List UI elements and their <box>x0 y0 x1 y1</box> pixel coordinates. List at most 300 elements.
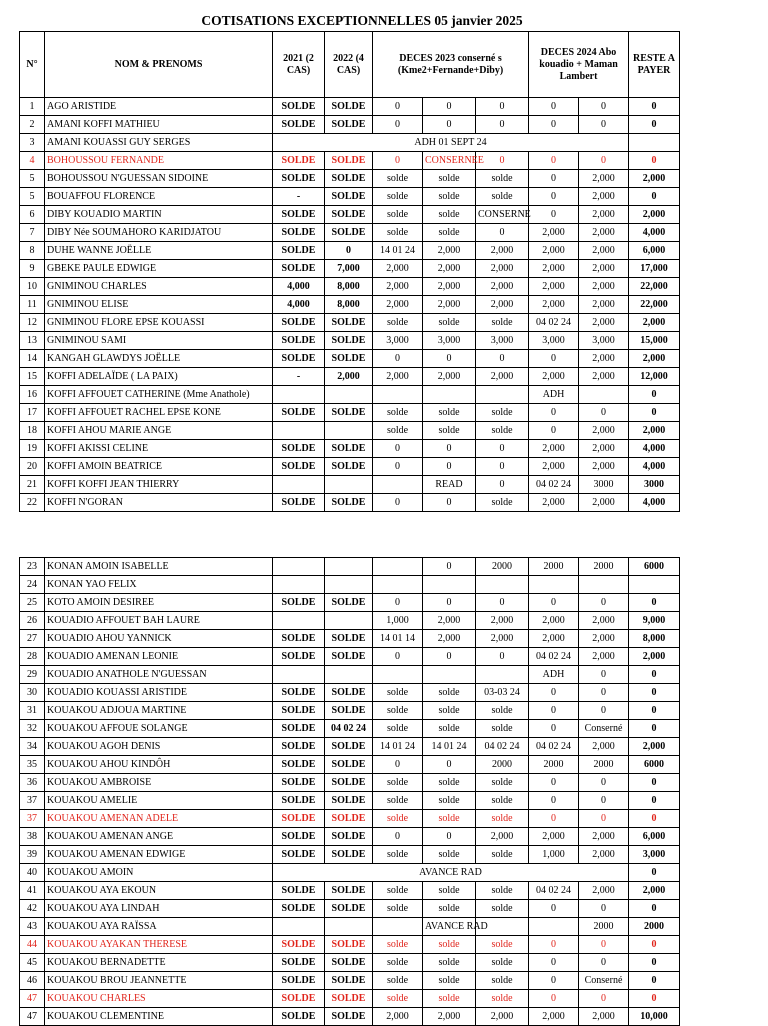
cell-col-6 <box>529 918 579 936</box>
cell-col-6: 04 02 24 <box>529 882 579 900</box>
table-row <box>20 972 680 990</box>
cell-col-6: 04 02 24 <box>529 738 579 756</box>
cell-col-7: 0 <box>579 98 629 116</box>
row-number: 32 <box>20 720 45 738</box>
reste-a-payer: 4,000 <box>629 494 680 512</box>
member-name: KOUADIO AMENAN LEONIE <box>45 648 273 666</box>
cell-col-3: 2,000 <box>373 368 423 386</box>
cell-col-2: SOLDE <box>325 792 373 810</box>
cell-col-5: solde <box>476 170 529 188</box>
cell-col-5: 2,000 <box>476 242 529 260</box>
reste-a-payer: 2,000 <box>629 882 680 900</box>
cell-col-7: 0 <box>579 116 629 134</box>
contributions-table-2 <box>19 557 680 1026</box>
cell-col-1: SOLDE <box>273 936 325 954</box>
cell-col-3 <box>373 476 423 494</box>
cell-col-4: 2,000 <box>423 1008 476 1026</box>
row-number: 7 <box>20 224 45 242</box>
cell-col-7: 2,000 <box>579 738 629 756</box>
cell-col-7: 2,000 <box>579 188 629 206</box>
cell-col-6: 0 <box>529 810 579 828</box>
cell-col-7: 2,000 <box>579 224 629 242</box>
cell-col-3: solde <box>373 882 423 900</box>
member-name: KOUAKOU AMELIE <box>45 792 273 810</box>
cell-col-4: solde <box>423 188 476 206</box>
cell-col-3: 2,000 <box>373 296 423 314</box>
cell-col-1 <box>273 422 325 440</box>
cell-col-7: 0 <box>579 936 629 954</box>
cell-col-3 <box>373 576 423 594</box>
table-row <box>20 206 680 224</box>
cell-col-1: SOLDE <box>273 630 325 648</box>
cell-col-1: SOLDE <box>273 792 325 810</box>
table-row <box>20 612 680 630</box>
cell-col-3: 0 <box>373 350 423 368</box>
header-number: N° <box>20 32 45 98</box>
cell-col-2 <box>325 666 373 684</box>
table-row <box>20 702 680 720</box>
cell-col-4: 2,000 <box>423 242 476 260</box>
reste-a-payer: 0 <box>629 98 680 116</box>
cell-col-4: 0 <box>423 116 476 134</box>
member-name: GNIMINOU ELISE <box>45 296 273 314</box>
table-1-body <box>20 98 680 512</box>
cell-col-7: 2,000 <box>579 260 629 278</box>
cell-col-6: 0 <box>529 404 579 422</box>
cell-col-2: SOLDE <box>325 828 373 846</box>
table-row <box>20 990 680 1008</box>
cell-col-4: 0 <box>423 494 476 512</box>
cell-col-1: - <box>273 368 325 386</box>
row-number: 19 <box>20 440 45 458</box>
cell-col-3: solde <box>373 792 423 810</box>
cell-col-6: 0 <box>529 206 579 224</box>
table-row <box>20 558 680 576</box>
reste-a-payer: 0 <box>629 792 680 810</box>
row-number: 27 <box>20 630 45 648</box>
cell-col-7: 3000 <box>579 476 629 494</box>
cell-col-3: 0 <box>373 648 423 666</box>
row-number: 4 <box>20 152 45 170</box>
cell-col-6: 2,000 <box>529 828 579 846</box>
member-name: GNIMINOU FLORE EPSE KOUASSI <box>45 314 273 332</box>
cell-col-1: SOLDE <box>273 440 325 458</box>
reste-a-payer: 0 <box>629 954 680 972</box>
row-number: 1 <box>20 98 45 116</box>
cell-col-3: 0 <box>373 756 423 774</box>
member-name: KOUAKOU AMENAN EDWIGE <box>45 846 273 864</box>
cell-col-3: 0 <box>373 494 423 512</box>
cell-col-2: SOLDE <box>325 702 373 720</box>
cell-col-1 <box>273 386 325 404</box>
cell-col-6: 0 <box>529 98 579 116</box>
reste-a-payer: 3000 <box>629 476 680 494</box>
table-row <box>20 170 680 188</box>
reste-a-payer: 3,000 <box>629 846 680 864</box>
cell-col-1: SOLDE <box>273 720 325 738</box>
cell-col-1 <box>273 576 325 594</box>
reste-a-payer: 0 <box>629 810 680 828</box>
row-number: 21 <box>20 476 45 494</box>
cell-col-6: 2,000 <box>529 630 579 648</box>
row-number: 41 <box>20 882 45 900</box>
row-number: 28 <box>20 648 45 666</box>
cell-col-7: 0 <box>579 404 629 422</box>
cell-col-6: 2,000 <box>529 1008 579 1026</box>
cell-col-5: solde <box>476 990 529 1008</box>
reste-a-payer: 22,000 <box>629 278 680 296</box>
cell-col-4: 2,000 <box>423 368 476 386</box>
cell-col-1: SOLDE <box>273 990 325 1008</box>
row-number: 30 <box>20 684 45 702</box>
row-number: 17 <box>20 404 45 422</box>
reste-a-payer <box>629 576 680 594</box>
reste-a-payer: 9,000 <box>629 612 680 630</box>
row-number: 10 <box>20 278 45 296</box>
cell-col-4: solde <box>423 954 476 972</box>
cell-col-7: 0 <box>579 954 629 972</box>
cell-col-4: 0 <box>423 648 476 666</box>
cell-col-5: 0 <box>476 224 529 242</box>
member-name: KOUADIO KOUASSI ARISTIDE <box>45 684 273 702</box>
row-number: 40 <box>20 864 45 882</box>
member-name: KANGAH GLAWDYS JOËLLE <box>45 350 273 368</box>
cell-col-4: solde <box>423 702 476 720</box>
cell-col-5: 0 <box>476 594 529 612</box>
cell-col-7: 0 <box>579 594 629 612</box>
cell-col-7: 0 <box>579 774 629 792</box>
cell-col-1: SOLDE <box>273 404 325 422</box>
cell-col-7: 2,000 <box>579 206 629 224</box>
cell-col-7: Conserné <box>579 972 629 990</box>
row-number: 44 <box>20 936 45 954</box>
reste-a-payer: 0 <box>629 774 680 792</box>
cell-col-4: solde <box>423 846 476 864</box>
table-row <box>20 386 680 404</box>
cell-col-6: 2,000 <box>529 242 579 260</box>
row-number: 14 <box>20 350 45 368</box>
cell-col-3: 14 01 14 <box>373 630 423 648</box>
cell-col-3: solde <box>373 900 423 918</box>
cell-col-6: 2,000 <box>529 458 579 476</box>
cell-col-7: Conserné <box>579 720 629 738</box>
cell-col-4: 0 <box>423 98 476 116</box>
cell-col-3: 2,000 <box>373 1008 423 1026</box>
cell-col-1: SOLDE <box>273 206 325 224</box>
member-name: KOUAKOU AFFOUE SOLANGE <box>45 720 273 738</box>
cell-col-6: ADH <box>529 386 579 404</box>
cell-col-5: solde <box>476 720 529 738</box>
cell-col-7: 2,000 <box>579 368 629 386</box>
cell-col-2: SOLDE <box>325 954 373 972</box>
cell-col-6: 2,000 <box>529 368 579 386</box>
cell-col-2: 8,000 <box>325 296 373 314</box>
cell-col-5: solde <box>476 188 529 206</box>
cell-col-4: solde <box>423 170 476 188</box>
member-name: AMANI KOFFI MATHIEU <box>45 116 273 134</box>
member-name: KOFFI N'GORAN <box>45 494 273 512</box>
cell-col-4: solde <box>423 936 476 954</box>
cell-col-6: 2,000 <box>529 224 579 242</box>
cell-col-6: 2,000 <box>529 260 579 278</box>
cell-col-7: 2,000 <box>579 882 629 900</box>
cell-col-5: solde <box>476 810 529 828</box>
member-name: KOUAKOU AYA RAÏSSA <box>45 918 273 936</box>
cell-col-4: 2,000 <box>423 630 476 648</box>
row-number: 5 <box>20 170 45 188</box>
member-name: KOUAKOU CHARLES <box>45 990 273 1008</box>
cell-col-5: solde <box>476 972 529 990</box>
table-row <box>20 440 680 458</box>
member-name: KOUAKOU AYA LINDAH <box>45 900 273 918</box>
cell-col-1: SOLDE <box>273 594 325 612</box>
reste-a-payer: 10,000 <box>629 1008 680 1026</box>
member-name: KOUAKOU AGOH DENIS <box>45 738 273 756</box>
cell-col-2 <box>325 558 373 576</box>
cell-col-3: solde <box>373 404 423 422</box>
header-deces-2023: DECES 2023 conserné s (Kme2+Fernande+Diby) <box>373 32 529 98</box>
cell-col-4 <box>423 386 476 404</box>
cell-col-2: SOLDE <box>325 756 373 774</box>
cell-col-6: 04 02 24 <box>529 476 579 494</box>
header-name: NOM & PRENOMS <box>45 32 273 98</box>
merged-status-cell: ADH 01 SEPT 24 <box>273 134 629 152</box>
cell-col-6: 04 02 24 <box>529 314 579 332</box>
cell-col-5: 2,000 <box>476 260 529 278</box>
table-row <box>20 792 680 810</box>
cell-col-5: 03-03 24 <box>476 684 529 702</box>
table-row <box>20 368 680 386</box>
cell-col-5: solde <box>476 792 529 810</box>
cell-col-3: solde <box>373 972 423 990</box>
cell-col-3: solde <box>373 954 423 972</box>
cell-col-5: 2,000 <box>476 1008 529 1026</box>
header-deces-2024: DECES 2024 Abo kouadio + Maman Lambert <box>529 32 629 98</box>
cell-col-3: 0 <box>373 152 423 170</box>
cell-col-4: AVANCE RAD <box>423 918 476 936</box>
row-number: 13 <box>20 332 45 350</box>
cell-col-3: solde <box>373 810 423 828</box>
cell-col-7: 2,000 <box>579 648 629 666</box>
cell-col-4: solde <box>423 792 476 810</box>
cell-col-3: 14 01 24 <box>373 242 423 260</box>
row-number: 38 <box>20 828 45 846</box>
row-number: 8 <box>20 242 45 260</box>
member-name: DIBY KOUADIO MARTIN <box>45 206 273 224</box>
cell-col-5: 0 <box>476 116 529 134</box>
cell-col-3: 1,000 <box>373 612 423 630</box>
cell-col-1: SOLDE <box>273 774 325 792</box>
cell-col-7: 0 <box>579 666 629 684</box>
cell-col-3: solde <box>373 422 423 440</box>
row-number: 34 <box>20 738 45 756</box>
cell-col-3: 0 <box>373 458 423 476</box>
cell-col-6 <box>529 576 579 594</box>
member-name: KOFFI KOFFI JEAN THIERRY <box>45 476 273 494</box>
table-row <box>20 918 680 936</box>
table-row <box>20 188 680 206</box>
cell-col-6: 2,000 <box>529 278 579 296</box>
reste-a-payer: 4,000 <box>629 224 680 242</box>
cell-col-6: 0 <box>529 594 579 612</box>
cell-col-7: 0 <box>579 900 629 918</box>
cell-col-5: 2,000 <box>476 630 529 648</box>
cell-col-5: 2,000 <box>476 278 529 296</box>
cell-col-5: 0 <box>476 98 529 116</box>
cell-col-3: solde <box>373 936 423 954</box>
member-name: AGO ARISTIDE <box>45 98 273 116</box>
row-number: 25 <box>20 594 45 612</box>
cell-col-4: solde <box>423 720 476 738</box>
cell-col-2: SOLDE <box>325 116 373 134</box>
row-number: 35 <box>20 756 45 774</box>
member-name: KOFFI AFFOUET CATHERINE (Mme Anathole) <box>45 386 273 404</box>
reste-a-payer: 0 <box>629 900 680 918</box>
cell-col-4 <box>423 576 476 594</box>
reste-a-payer: 4,000 <box>629 458 680 476</box>
cell-col-1: SOLDE <box>273 756 325 774</box>
cell-col-7: 0 <box>579 152 629 170</box>
cell-col-1 <box>273 558 325 576</box>
table-row <box>20 738 680 756</box>
cell-col-7: 2,000 <box>579 314 629 332</box>
cell-col-4: 0 <box>423 350 476 368</box>
cell-col-1: SOLDE <box>273 170 325 188</box>
cell-col-1: SOLDE <box>273 314 325 332</box>
row-number: 47 <box>20 990 45 1008</box>
cell-col-2: SOLDE <box>325 1008 373 1026</box>
row-number: 2 <box>20 116 45 134</box>
cell-col-2: SOLDE <box>325 458 373 476</box>
cell-col-5 <box>476 386 529 404</box>
member-name: KOUAKOU ADJOUA MARTINE <box>45 702 273 720</box>
cell-col-5: solde <box>476 422 529 440</box>
cell-col-2: SOLDE <box>325 314 373 332</box>
cell-col-6: 0 <box>529 702 579 720</box>
cell-col-2: SOLDE <box>325 738 373 756</box>
cell-col-7: 3,000 <box>579 332 629 350</box>
cell-col-3: 0 <box>373 594 423 612</box>
reste-a-payer: 0 <box>629 116 680 134</box>
header-2022: 2022 (4 CAS) <box>325 32 373 98</box>
cell-col-3: solde <box>373 684 423 702</box>
cell-col-5 <box>476 666 529 684</box>
row-number: 46 <box>20 972 45 990</box>
cell-col-1: SOLDE <box>273 260 325 278</box>
cell-col-4: solde <box>423 900 476 918</box>
table-row <box>20 666 680 684</box>
row-number: 36 <box>20 774 45 792</box>
table-row <box>20 846 680 864</box>
table-row <box>20 242 680 260</box>
member-name: KOUAKOU BERNADETTE <box>45 954 273 972</box>
cell-col-2: SOLDE <box>325 936 373 954</box>
reste-a-payer: 0 <box>629 864 680 882</box>
row-number: 11 <box>20 296 45 314</box>
cell-col-3: 14 01 24 <box>373 738 423 756</box>
member-name: GNIMINOU CHARLES <box>45 278 273 296</box>
table-row <box>20 630 680 648</box>
reste-a-payer: 15,000 <box>629 332 680 350</box>
row-number: 12 <box>20 314 45 332</box>
cell-col-1: SOLDE <box>273 702 325 720</box>
header-2021: 2021 (2 CAS) <box>273 32 325 98</box>
table-row <box>20 756 680 774</box>
row-number: 45 <box>20 954 45 972</box>
cell-col-5: 2,000 <box>476 828 529 846</box>
member-name: KONAN YAO FELIX <box>45 576 273 594</box>
cell-col-7: 2,000 <box>579 846 629 864</box>
cell-col-5: solde <box>476 954 529 972</box>
reste-a-payer: 0 <box>629 666 680 684</box>
reste-a-payer: 0 <box>629 152 680 170</box>
row-number: 39 <box>20 846 45 864</box>
table-row <box>20 1008 680 1026</box>
cell-col-7: 2,000 <box>579 440 629 458</box>
cell-col-4: solde <box>423 684 476 702</box>
cell-col-6: 2,000 <box>529 494 579 512</box>
cell-col-3: 0 <box>373 116 423 134</box>
cell-col-5: solde <box>476 702 529 720</box>
cell-col-4: 0 <box>423 558 476 576</box>
member-name: KOFFI ADELAÏDE ( LA PAIX) <box>45 368 273 386</box>
cell-col-6: ADH <box>529 666 579 684</box>
row-number: 16 <box>20 386 45 404</box>
row-number: 37 <box>20 792 45 810</box>
cell-col-2: SOLDE <box>325 98 373 116</box>
cell-col-7: 2,000 <box>579 422 629 440</box>
cell-col-4: solde <box>423 422 476 440</box>
cell-col-7: 2,000 <box>579 612 629 630</box>
reste-a-payer: 0 <box>629 594 680 612</box>
cell-col-4: READ <box>423 476 476 494</box>
cell-col-1: SOLDE <box>273 846 325 864</box>
row-number: 26 <box>20 612 45 630</box>
cell-col-5: solde <box>476 314 529 332</box>
table-row <box>20 422 680 440</box>
table-row <box>20 350 680 368</box>
cell-col-6: 04 02 24 <box>529 648 579 666</box>
cell-col-3: solde <box>373 702 423 720</box>
table-row <box>20 936 680 954</box>
row-number: 6 <box>20 206 45 224</box>
cell-col-7: 2,000 <box>579 170 629 188</box>
row-number: 15 <box>20 368 45 386</box>
cell-col-4: CONSERNEE <box>423 152 476 170</box>
cell-col-2 <box>325 918 373 936</box>
cell-col-2: SOLDE <box>325 684 373 702</box>
table-row <box>20 774 680 792</box>
cell-col-4: 0 <box>423 458 476 476</box>
table-row <box>20 954 680 972</box>
cell-col-5: solde <box>476 900 529 918</box>
cell-col-2: SOLDE <box>325 846 373 864</box>
cell-col-5: 3,000 <box>476 332 529 350</box>
member-name: KOUAKOU AMENAN ADELE <box>45 810 273 828</box>
reste-a-payer: 0 <box>629 684 680 702</box>
cell-col-7: 0 <box>579 684 629 702</box>
reste-a-payer: 2,000 <box>629 206 680 224</box>
cell-col-7 <box>579 386 629 404</box>
cell-col-4: 0 <box>423 594 476 612</box>
cell-col-7: 0 <box>579 990 629 1008</box>
member-name: AMANI KOUASSI GUY SERGES <box>45 134 273 152</box>
reste-a-payer: 2,000 <box>629 350 680 368</box>
member-name: GBEKE PAULE EDWIGE <box>45 260 273 278</box>
cell-col-4: solde <box>423 882 476 900</box>
cell-col-7: 2000 <box>579 756 629 774</box>
member-name: DUHE WANNE JOËLLE <box>45 242 273 260</box>
